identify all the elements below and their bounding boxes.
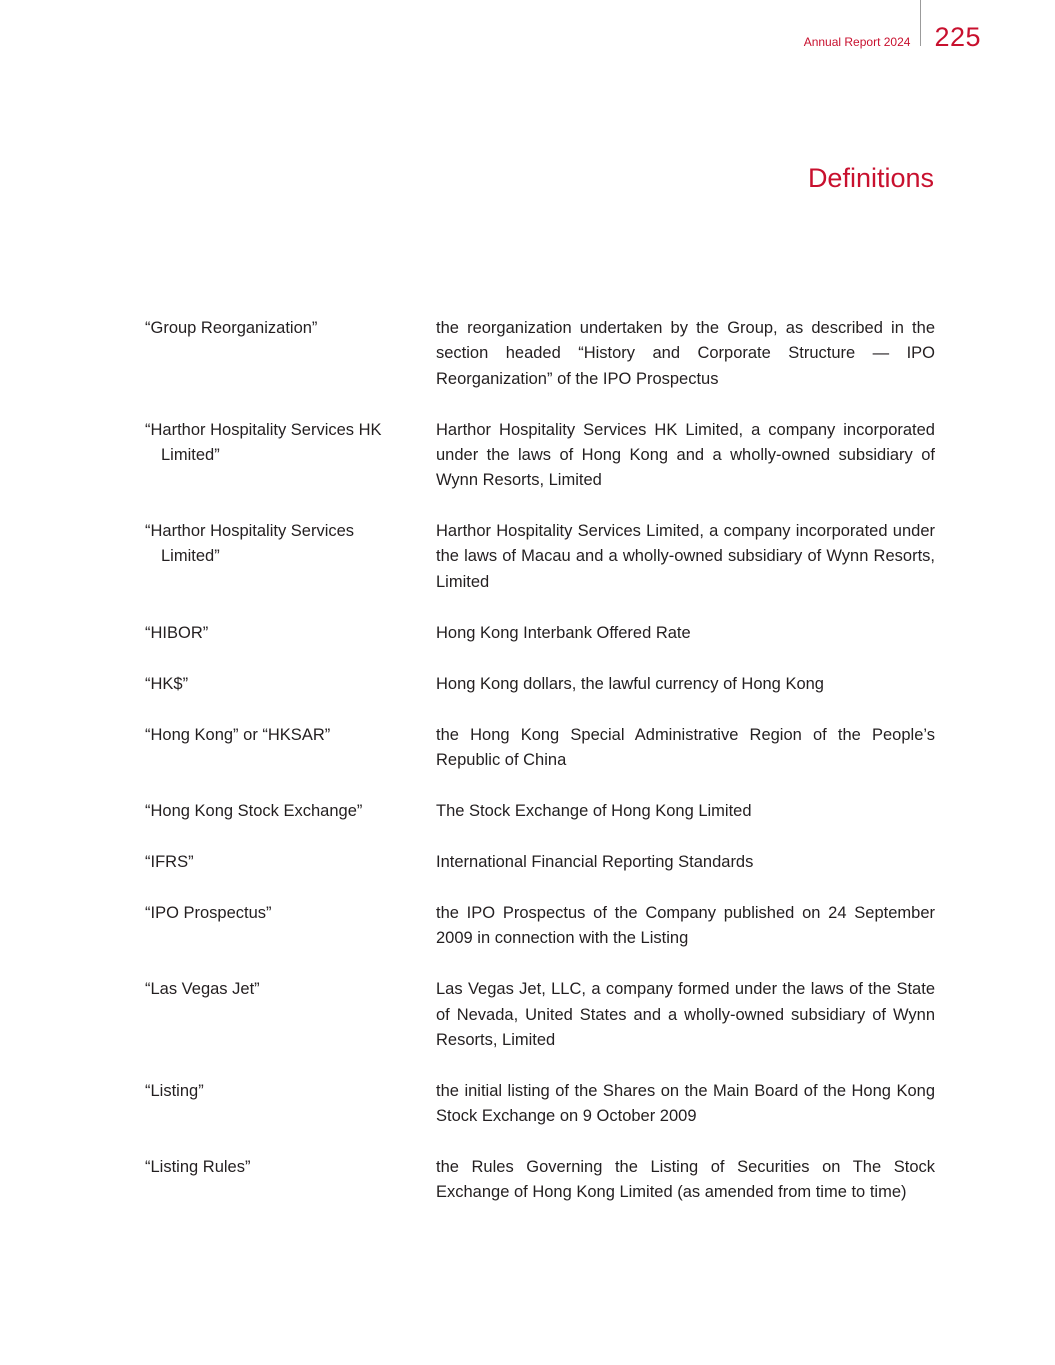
definition-description: Harthor Hospitality Services HK Limited, a company incorporated under the laws of Hong Kong and a wholly-owned subsidiary of Wynn Resorts, Limited: [436, 420, 935, 490]
definition-row: [145, 799, 935, 824]
page-title: Definitions: [807, 163, 934, 193]
definition-description: Hong Kong Interbank Offered Rate: [436, 623, 691, 642]
definition-row: [145, 977, 935, 1053]
definition-row: [145, 672, 935, 697]
header-divider: [920, 0, 921, 46]
definition-description: Las Vegas Jet, LLC, a company formed under the laws of the State of Nevada, United States and a wholly-owned subsidiary of Wynn Resorts, Limited: [436, 980, 935, 1049]
definition-row: [145, 901, 935, 952]
definition-description: the initial listing of the Shares on the Main Board of the Hong Kong Stock Exchange on 9 October 2009: [436, 1081, 935, 1126]
definition-row: [145, 1079, 935, 1130]
definition-term: “Hong Kong” or “HKSAR”: [145, 725, 331, 744]
definition-description: the reorganization undertaken by the Group, as described in the section headed “History and Corporate Structure — IPO Reorganization” of the IPO Prospectus: [436, 319, 935, 388]
definition-row: [145, 1155, 935, 1206]
page-number: 225: [934, 22, 981, 52]
definition-description: Harthor Hospitality Services Limited, a company incorporated under the laws of Macau and a wholly-owned subsidiary of Wynn Resorts, Limited: [436, 522, 935, 591]
definition-term: “Group Reorganization”: [145, 319, 318, 337]
definition-row: [145, 723, 935, 774]
page-header: [803, 0, 981, 52]
definitions-list: [145, 316, 935, 1231]
definition-row: [145, 621, 935, 646]
definition-term: “Listing Rules”: [145, 1158, 251, 1177]
definition-description: International Financial Reporting Standards: [436, 852, 754, 871]
definition-description: The Stock Exchange of Hong Kong Limited: [436, 801, 752, 820]
definition-term: “Hong Kong Stock Exchange”: [145, 801, 363, 820]
definition-description: the Hong Kong Special Administrative Region of the People’s Republic of China: [436, 725, 935, 769]
definition-term: “IPO Prospectus”: [145, 903, 272, 922]
definition-term: “Listing”: [145, 1081, 204, 1100]
definition-description: the IPO Prospectus of the Company published on 24 September 2009 in connection with the Listing: [436, 903, 935, 948]
definition-row: [145, 316, 935, 392]
definition-term: “HK$”: [145, 674, 189, 693]
definition-row: [145, 519, 935, 595]
definition-description: the Rules Governing the Listing of Securities on The Stock Exchange of Hong Kong Limited (as amended from time to time): [436, 1158, 935, 1202]
definition-row: [145, 418, 935, 494]
definition-row: [145, 850, 935, 875]
definition-term: “Harthor Hospitality Services HK Limited”: [145, 420, 382, 464]
definition-description: Hong Kong dollars, the lawful currency of Hong Kong: [436, 674, 824, 693]
report-label: Annual Report 2024: [803, 35, 911, 49]
definition-term: “Las Vegas Jet”: [145, 980, 260, 999]
definition-term: “IFRS”: [145, 852, 194, 871]
definition-term: “HIBOR”: [145, 623, 209, 642]
definition-term: “Harthor Hospitality Services Limited”: [145, 522, 355, 566]
